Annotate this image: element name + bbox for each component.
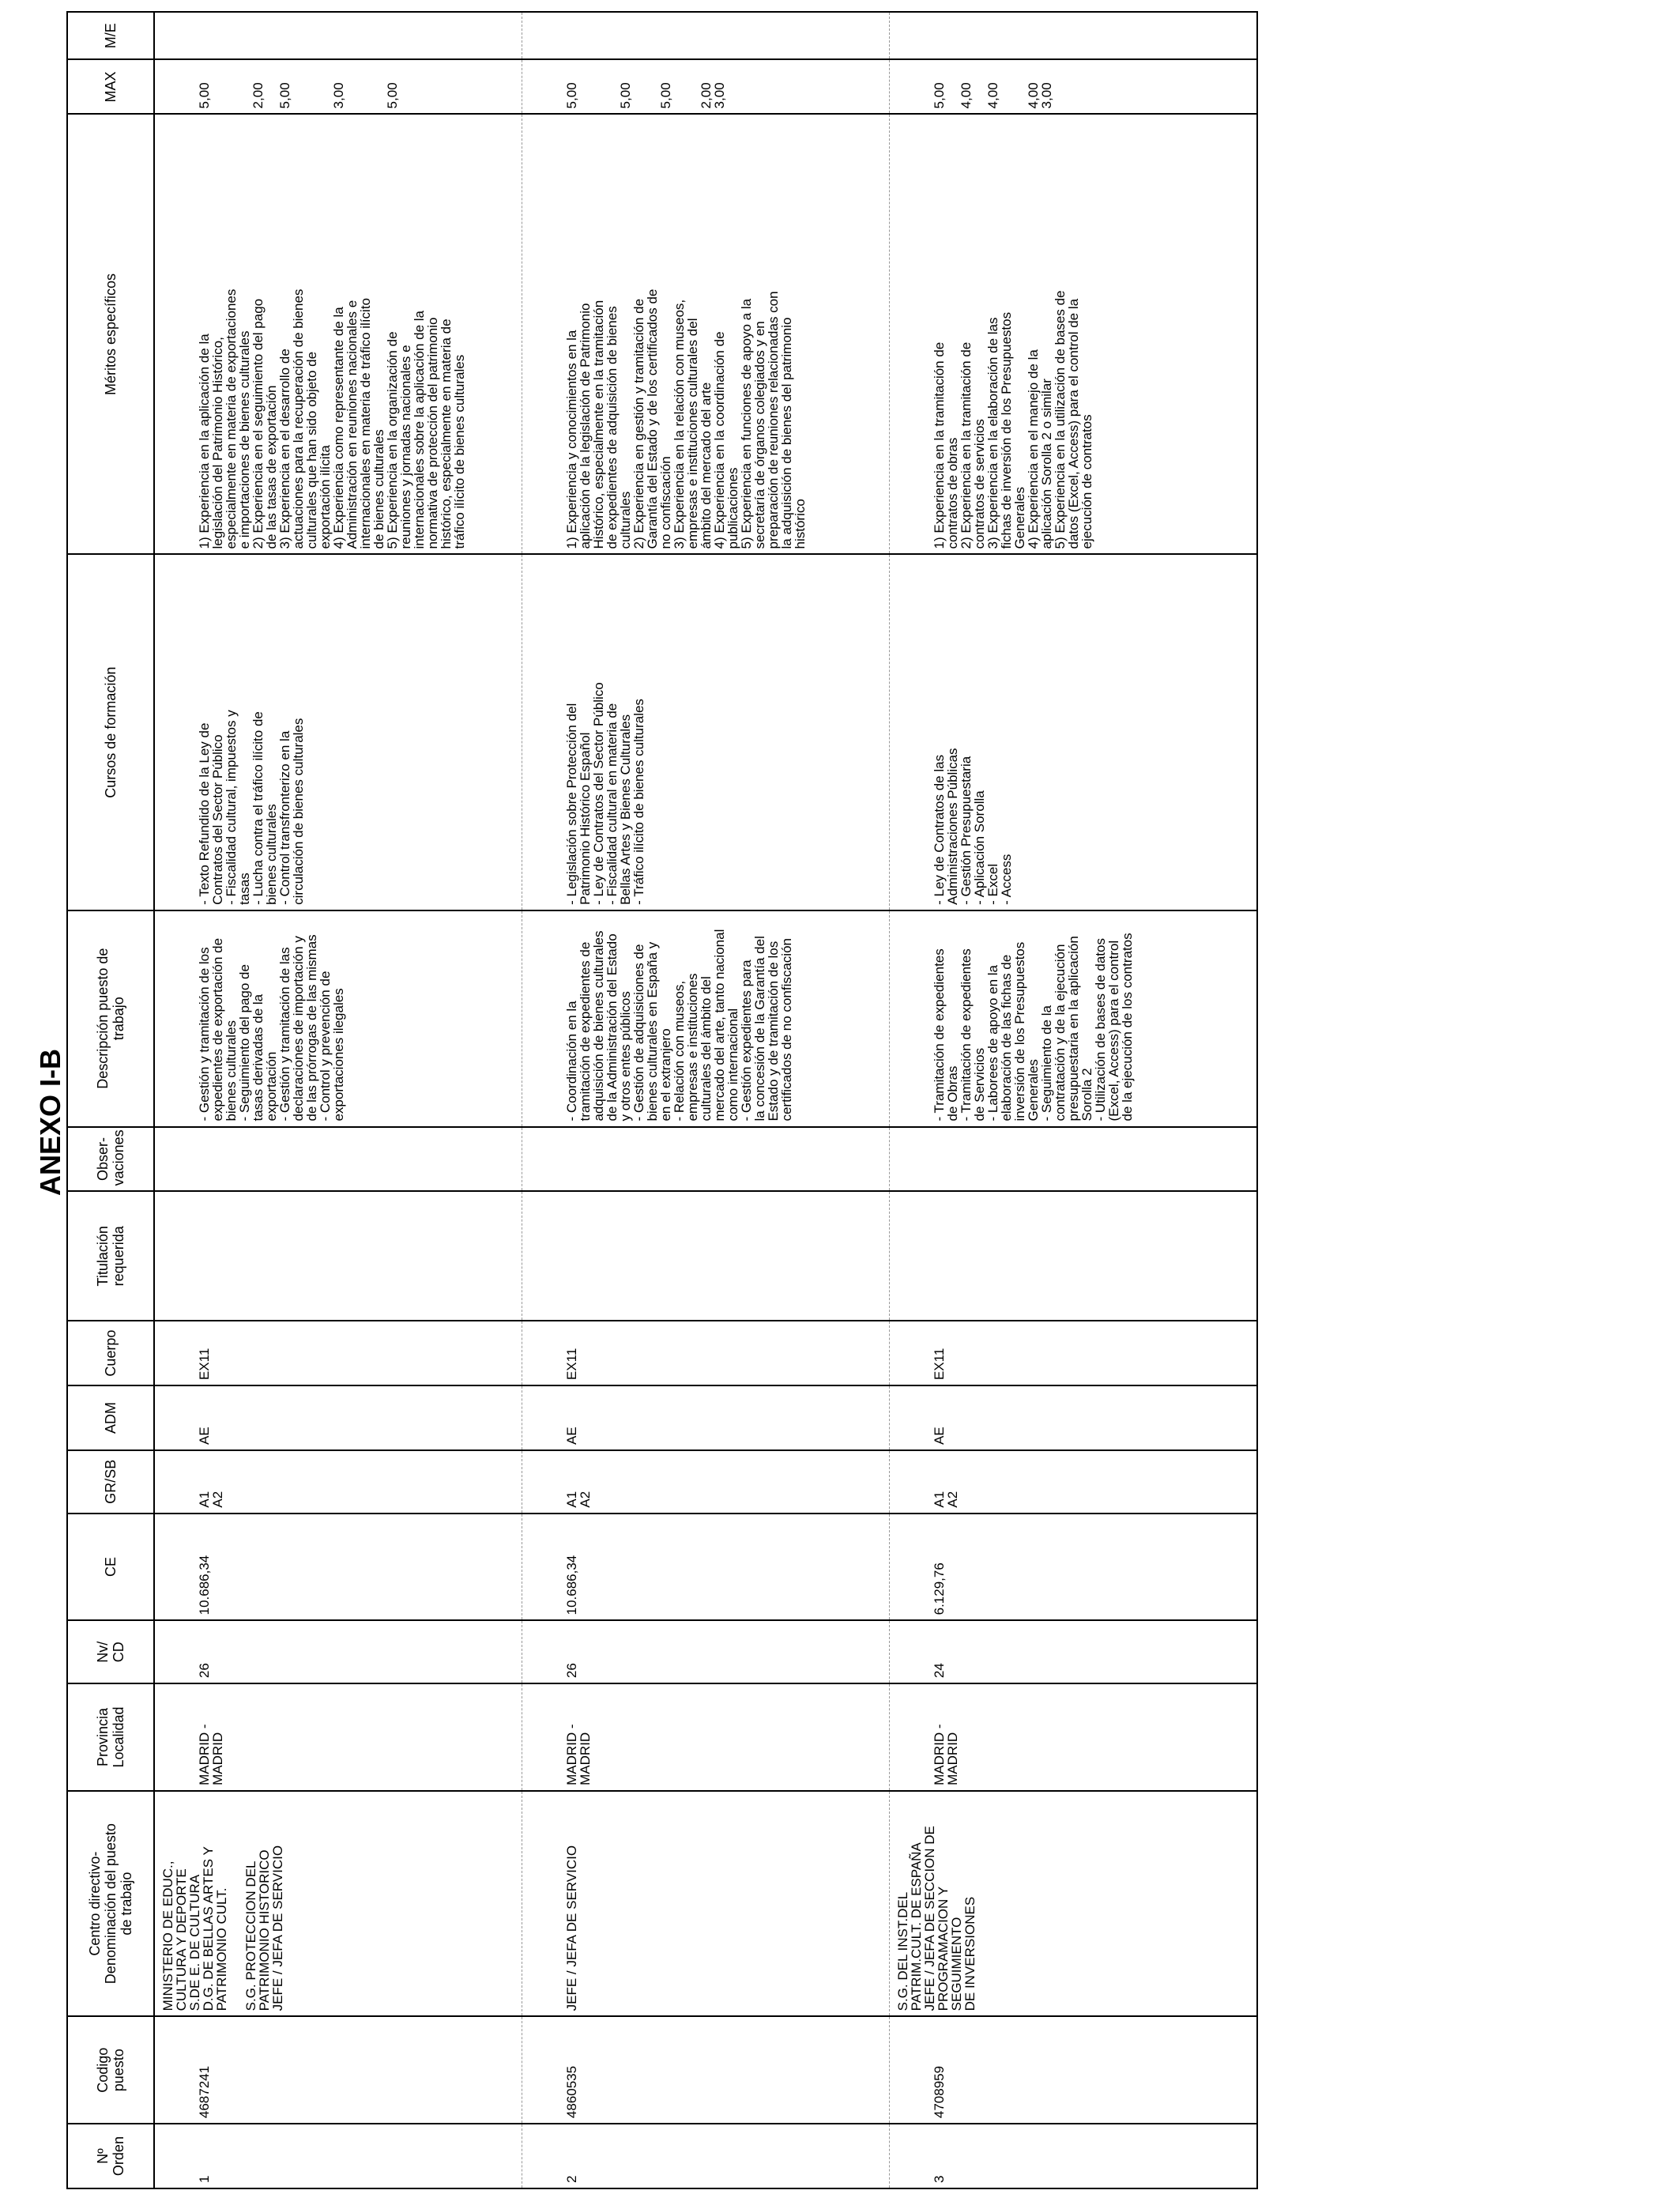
- col-header-ce: CE: [67, 1514, 154, 1621]
- nivel-value: 24: [932, 1663, 947, 1679]
- col-header-nivel: Nv/ CD: [67, 1620, 154, 1683]
- col-header-codigo: Codigo puesto: [67, 2016, 154, 2124]
- titulacion-cell: [522, 1191, 890, 1321]
- cursos-text: - Ley de Contratos de las Administraciones Públicas - Gestión Presupuestaria - Aplicación Sorolla - Excel - Access: [932, 748, 1014, 905]
- max-value: 5,00: [564, 82, 579, 109]
- dependencia-text: MINISTERIO DE EDUC., CULTURA Y DEPORTE S.DE E. DE CULTURA D.G. DE BELLAS ARTES Y PATRIMONIO CULT.: [160, 1846, 229, 2011]
- col-header-cuerpo: Cuerpo: [67, 1321, 154, 1385]
- descripcion-text: - Gestión y tramitación de los expedientes de exportación de bienes culturales - Seguimiento del pago de tasas derivadas de la exportación - Gestión y tramitación de las declaraciones de importación y de las prórrogas de las mismas - Control y prevención de exportaciones ilegales: [197, 934, 346, 1122]
- adm-value: AE: [564, 1427, 579, 1445]
- nivel-cell: [154, 1620, 522, 1683]
- cuerpo-value: EX11: [197, 1348, 212, 1381]
- orden-value: 2: [564, 2175, 579, 2183]
- cursos-cell: [154, 554, 522, 910]
- max-value: 2,00: [699, 82, 714, 109]
- orden-cell: [890, 2124, 1258, 2188]
- ce-value: 10.686,34: [564, 1555, 579, 1615]
- table-row: [890, 12, 1258, 2188]
- max-value: 5,00: [618, 82, 633, 109]
- col-header-max: MAX: [67, 59, 154, 114]
- col-header-centro: Centro directivo- Denominación del puesto de trabajo: [67, 1791, 154, 2017]
- orden-cell: [522, 2124, 890, 2188]
- ce-cell: [890, 1514, 1258, 1621]
- descripcion-cell: [522, 910, 890, 1127]
- nivel-cell: [890, 1620, 1258, 1683]
- observaciones-cell: [522, 1127, 890, 1192]
- header-row: [67, 12, 154, 2188]
- codigo-value: 4708959: [932, 2065, 947, 2119]
- provincia-value: MADRID - MADRID: [197, 1724, 225, 1785]
- puesto-text: JEFE / JEFA DE SECCION DE PROGRAMACION Y SEGUIMIENTO DE INVERSIONES: [922, 1826, 977, 2011]
- descripcion-cell: [890, 910, 1258, 1127]
- provincia-value: MADRID - MADRID: [932, 1724, 960, 1785]
- ce-cell: [522, 1514, 890, 1621]
- meritos-text: 1) Experiencia y conocimientos en la aplicación de la legislación de Patrimonio Histórico, especialmente en la tramitación de expedientes de adquisición de bienes culturales 2) Experiencia en gestión y tramitación de Garantía del Estado y de los certificados de no confiscación 3) Experiencia en la relación con museos, empresas e instituciones culturales del ámbito del mercado del arte 4) Experiencia en la coordinación de publicaciones 5) Experiencia en funciones de apoyo a la secretaría de órganos colegiados y en preparación de reuniones relacionadas con la adquisición de bienes del patrimonio histórico: [564, 288, 808, 549]
- cuerpo-cell: [522, 1321, 890, 1385]
- provincia-cell: [522, 1683, 890, 1791]
- ce-value: 6.129,76: [932, 1563, 947, 1615]
- ce-cell: [154, 1514, 522, 1621]
- table-row: [522, 12, 890, 2188]
- max-value: 5,00: [658, 82, 673, 109]
- adm-cell: [522, 1385, 890, 1450]
- table-row: [154, 12, 522, 2188]
- observaciones-cell: [890, 1127, 1258, 1192]
- descripcion-text: - Tramitación de expedientes de Obras - Tramitación de expedientes de Servicios - Laborees de apoyo en la elaboración de las fichas de inversión de los Presupuestos Generales - Seguimiento de la contratación y de la ejecución presupuestaria en la aplicación Sorolla 2 - Utilización de bases de datos (Excel, Access) para el control de la ejecución de los contratos: [932, 933, 1135, 1122]
- codigo-value: 4860535: [564, 2065, 579, 2119]
- provincia-cell: [890, 1683, 1258, 1791]
- annex-table: [62, 0, 1680, 2194]
- meritos-cell: [890, 114, 1258, 554]
- codigo-cell: [522, 2016, 890, 2124]
- col-header-meritos: Méritos específicos: [67, 114, 154, 554]
- grsb-value: A1 A2: [197, 1491, 225, 1508]
- grsb-cell: [890, 1450, 1258, 1514]
- nivel-cell: [522, 1620, 890, 1683]
- max-cell: [890, 59, 1258, 114]
- meritos-text: 1) Experiencia en la tramitación de contratos de obras 2) Experiencia en la tramitación de contratos de servicios 3) Experiencia en la elaboración de las fichas de inversión de los Presupuestos Generales 4) Experiencia en el manejo de la aplicación Sorolla 2 o similar 5) Experiencia en la utilización de bases de datos (Excel, Access) para el control de la ejecución de contratos: [932, 290, 1094, 549]
- col-header-descripcion: Descripción puesto de trabajo: [67, 910, 154, 1127]
- grsb-cell: [154, 1450, 522, 1514]
- adm-value: AE: [197, 1427, 212, 1445]
- grsb-cell: [522, 1450, 890, 1514]
- cursos-text: - Legislación sobre Protección del Patrimonio Histórico Español - Ley de Contratos del Sector Público - Fiscalidad cultural en materia de Bellas Artes y Bienes Culturales - Tráfico ilícito de bienes culturales: [564, 682, 646, 905]
- cuerpo-cell: [890, 1321, 1258, 1385]
- cursos-cell: [522, 554, 890, 910]
- max-value: 3,00: [712, 82, 727, 109]
- me-cell: [522, 12, 890, 59]
- orden-value: 3: [932, 2175, 947, 2183]
- cuerpo-value: EX11: [564, 1348, 579, 1381]
- cuerpo-value: EX11: [932, 1348, 947, 1381]
- meritos-text: 1) Experiencia en la aplicación de la legislación del Patrimonio Histórico, especialmente en materia de exportaciones e importaciones de bienes culturales 2) Experiencia en el seguimiento del pago de las tasas de exportación 3) Experiencia en el desarrollo de actuaciones para la recuperación de bienes culturales que han sido objeto de exportación ilícita 4) Experiencia como representante de la Administración en reuniones nacionales e internacionales en materia de tráfico ilícito de bienes culturales 5) Experiencia en la organización de reuniones y jornadas nacionales e internacionales sobre la aplicación de la normativa de protección del patrimonio histórico, especialmente en materia de tráfico ilícito de bienes culturales: [197, 288, 467, 549]
- grsb-value: A1 A2: [932, 1491, 960, 1508]
- codigo-value: 4687241: [197, 2065, 212, 2119]
- meritos-cell: [154, 114, 522, 554]
- puesto-text: JEFE / JEFA DE SERVICIO: [564, 1845, 579, 2011]
- descripcion-cell: [154, 910, 522, 1127]
- me-cell: [890, 12, 1258, 59]
- codigo-cell: [154, 2016, 522, 2124]
- max-value: 4,00: [959, 82, 974, 109]
- centro-cell: [890, 1791, 1258, 2017]
- orden-cell: [154, 2124, 522, 2188]
- me-cell: [154, 12, 522, 59]
- max-value: 5,00: [385, 82, 400, 109]
- col-header-grsb: GR/SB: [67, 1450, 154, 1514]
- nivel-value: 26: [197, 1663, 212, 1679]
- max-value: 3,00: [1039, 82, 1054, 109]
- cursos-cell: [890, 554, 1258, 910]
- max-value: 5,00: [197, 82, 212, 109]
- meritos-cell: [522, 114, 890, 554]
- provincia-value: MADRID - MADRID: [564, 1724, 593, 1785]
- col-header-me: M/E: [67, 12, 154, 59]
- max-value: 3,00: [331, 82, 346, 109]
- col-header-adm: ADM: [67, 1385, 154, 1450]
- col-header-orden: Nº Orden: [67, 2124, 154, 2188]
- max-value: 4,00: [985, 82, 1000, 109]
- provincia-cell: [154, 1683, 522, 1791]
- nivel-value: 26: [564, 1663, 579, 1679]
- max-value: 2,00: [250, 82, 266, 109]
- col-header-titulacion: Titulación requerida: [67, 1191, 154, 1321]
- ce-value: 10.686,34: [197, 1555, 212, 1615]
- adm-cell: [890, 1385, 1258, 1450]
- col-header-cursos: Cursos de formación: [67, 554, 154, 910]
- cuerpo-cell: [154, 1321, 522, 1385]
- codigo-cell: [890, 2016, 1258, 2124]
- max-cell: [154, 59, 522, 114]
- descripcion-text: - Coordinación en la tramitación de expedientes de adquisición de bienes culturales de la Administración del Estado y otros entes públicos - Gestión de adquisiciones de bienes culturales en España y en el extranjero - Relación con museos, empresas e instituciones culturales del ámbito del mercado del arte, tanto nacional como internacional - Gestión expedientes para la concesión de la Garantía del Estado y de tramitación de los certificados de no confiscación: [564, 929, 794, 1122]
- max-value: 5,00: [932, 82, 947, 109]
- centro-cell: [522, 1791, 890, 2017]
- page-title: ANEXO I-B: [34, 1048, 66, 1196]
- adm-cell: [154, 1385, 522, 1450]
- centro-cell: [154, 1791, 522, 2017]
- max-value: 4,00: [1026, 82, 1041, 109]
- grsb-value: A1 A2: [564, 1491, 593, 1508]
- unidad-text: S.G. PROTECCION DEL PATRIMONIO HISTORICO: [243, 1849, 272, 2011]
- max-value: 5,00: [277, 82, 292, 109]
- cursos-text: - Texto Refundido de la Ley de Contratos del Sector Público - Fiscalidad cultural, impuestos y tasas - Lucha contra el tráfico ilícito de bienes culturales - Control transfronterizo en la circulación de bienes culturales: [197, 710, 306, 905]
- observaciones-cell: [154, 1127, 522, 1192]
- unidad-text: S.G. DEL INST.DEL PATRIM.CULT. DE ESPAÑA: [895, 1842, 924, 2011]
- puesto-text: JEFE / JEFA DE SERVICIO: [270, 1845, 285, 2011]
- col-header-provincia: Provincia Localidad: [67, 1683, 154, 1791]
- max-cell: [522, 59, 890, 114]
- adm-value: AE: [932, 1427, 947, 1445]
- orden-value: 1: [197, 2175, 212, 2183]
- col-header-observaciones: Obser- vaciones: [67, 1127, 154, 1192]
- titulacion-cell: [154, 1191, 522, 1321]
- titulacion-cell: [890, 1191, 1258, 1321]
